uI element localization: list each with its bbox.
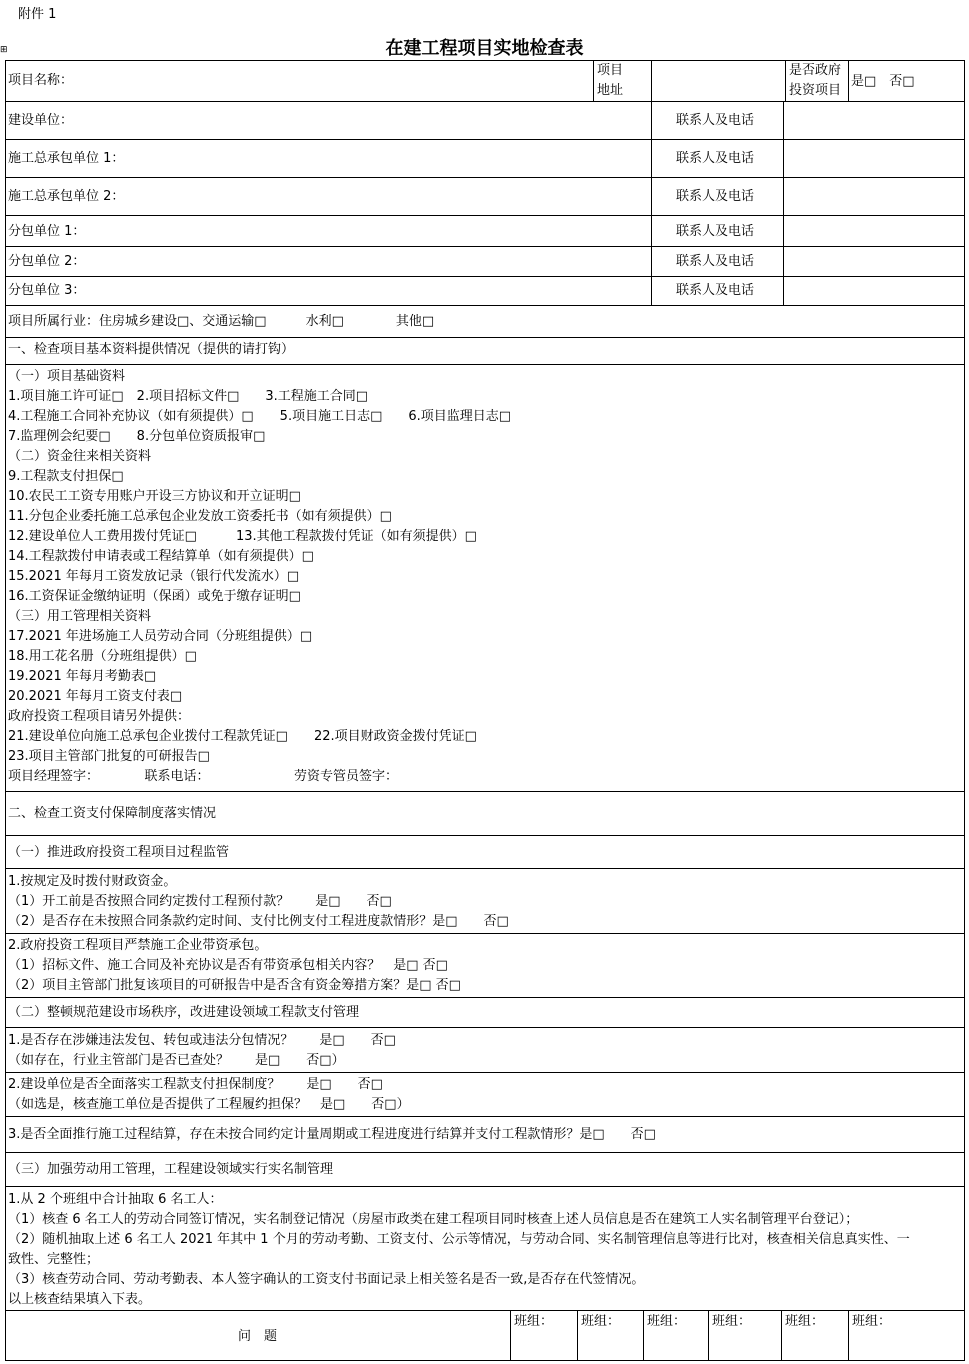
section1-line[interactable]: 1.项目施工许可证□ 2.项目招标文件□ 3.工程施工合同□ (8, 389, 369, 404)
section2-sub2: （二）整顿规范建设市场秩序，改进建设领域工程款支付管理 (8, 1005, 360, 1020)
team-header: 班组： (514, 1314, 554, 1329)
section2-item: 致性、完整性； (8, 1252, 100, 1267)
team-header: 班组： (581, 1314, 621, 1329)
section2-sub1: （一）推进政府投资工程项目过程监管 (8, 845, 230, 860)
section2-item[interactable]: （如选是，核查施工单位是否提供了工程履约担保？ 是□ 否□） (8, 1097, 410, 1112)
contact-label: 联系人及电话 (676, 254, 755, 269)
section1-line[interactable]: 15.2021 年每月工资发放记录（银行代发流水）□ (8, 569, 300, 584)
subcontractor-2-label: 分包单位 2： (8, 254, 86, 269)
signature-row[interactable]: 项目经理签字： 联系电话： 劳资专管员签字： (8, 769, 399, 784)
attachment-label: 附件 1 (18, 7, 57, 22)
page-title: 在建工程项目实地检查表 (385, 38, 584, 59)
section1-line[interactable]: 14.工程款拨付申请表或工程结算单（如有须提供）□ (8, 549, 314, 564)
section2-item: （3）核查劳动合同、劳动考勤表、本人签字确认的工资支付书面记录上相关签名是否一致,是否存在代签情况。 (8, 1272, 645, 1287)
team-header: 班组： (712, 1314, 752, 1329)
gov-invest-label-line1: 是否政府 (789, 63, 842, 78)
contact-label: 联系人及电话 (676, 224, 755, 239)
section1-line: （三）用工管理相关资料 (8, 609, 152, 624)
industry-row[interactable]: 项目所属行业：住房城乡建设□、交通运输□ 水利□ 其他□ (8, 314, 435, 329)
section2-item: 以上核查结果填入下表。 (8, 1292, 152, 1307)
contact-label: 联系人及电话 (676, 283, 755, 298)
section2-item: 2.政府投资工程项目严禁施工企业带资承包。 (8, 938, 268, 953)
contact-label: 联系人及电话 (676, 151, 755, 166)
construction-unit-label: 建设单位： (8, 113, 74, 128)
section1-line[interactable]: 16.工资保证金缴纳证明（保函）或免于缴存证明□ (8, 589, 301, 604)
section1-line: （一）项目基础资料 (8, 369, 126, 384)
section1-line: （二）资金往来相关资料 (8, 449, 152, 464)
section2-item[interactable]: 3.是否全面推行施工过程结算，存在未按合同约定计量周期或工程进度进行结算并支付工程款情形？是□ 否□ (8, 1127, 656, 1142)
section1-line[interactable]: 21.建设单位向施工总承包企业拨付工程款凭证□ 22.项目财政资金拨付凭证□ (8, 729, 477, 744)
section2-item: （1）核查 6 名工人的劳动合同签订情况，实名制登记情况（房屋市政类在建工程项目同时核查上述人员信息是否在建筑工人实名制管理平台登记）； (8, 1212, 859, 1227)
project-name-label: 项目名称： (8, 73, 74, 88)
section1-line[interactable]: 12.建设单位人工费用拨付凭证□ 13.其他工程款拨付凭证（如有须提供）□ (8, 529, 477, 544)
section1-line: 政府投资工程项目请另外提供： (8, 709, 191, 724)
section1-line[interactable]: 11.分包企业委托施工总承包企业发放工资委托书（如有须提供）□ (8, 509, 392, 524)
section1-heading: 一、检查项目基本资料提供情况（提供的请打钩） (8, 342, 295, 357)
section1-line[interactable]: 7.监理例会纪要□ 8.分包单位资质报审□ (8, 429, 266, 444)
section2-sub3: （三）加强劳动用工管理，工程建设领域实行实名制管理 (8, 1162, 334, 1177)
section1-line[interactable]: 10.农民工工资专用账户开设三方协议和开立证明□ (8, 489, 301, 504)
section1-line[interactable]: 20.2021 年每月工资支付表□ (8, 689, 183, 704)
subcontractor-3-label: 分包单位 3： (8, 283, 86, 298)
section1-line[interactable]: 9.工程款支付担保□ (8, 469, 124, 484)
question-header: 问 题 (238, 1329, 278, 1344)
section2-item[interactable]: （1）招标文件、施工合同及补充协议是否有带资承包相关内容？ 是□ 否□ (8, 958, 448, 973)
project-address-label-line2: 地址 (597, 83, 624, 98)
general-contractor-1-label: 施工总承包单位 1： (8, 151, 125, 166)
section1-line[interactable]: 17.2021 年进场施工人员劳动合同（分班组提供）□ (8, 629, 313, 644)
gov-invest-label-line2: 投资项目 (789, 83, 842, 98)
section2-item[interactable]: （1）开工前是否按照合同约定拨付工程预付款？ 是□ 否□ (8, 894, 392, 909)
section2-heading: 二、检查工资支付保障制度落实情况 (8, 806, 217, 821)
team-header: 班组： (785, 1314, 825, 1329)
section2-item[interactable]: （2）项目主管部门批复该项目的可研报告中是否含有资金筹措方案？是□ 否□ (8, 978, 461, 993)
section1-line[interactable]: 4.工程施工合同补充协议（如有须提供）□ 5.项目施工日志□ 6.项目监理日志□ (8, 409, 512, 424)
section2-item[interactable]: （如存在，行业主管部门是否已查处？ 是□ 否□） (8, 1053, 345, 1068)
section2-item: （2）随机抽取上述 6 名工人 2021 年其中 1 个月的劳动考勤、工资支付、公示等情况，与劳动合同、实名制管理信息等进行比对，核查相关信息真实性、一 (8, 1232, 910, 1247)
subcontractor-1-label: 分包单位 1： (8, 224, 86, 239)
contact-label: 联系人及电话 (676, 113, 755, 128)
contact-label: 联系人及电话 (676, 189, 755, 204)
section2-item[interactable]: （2）是否存在未按照合同条款约定时间、支付比例支付工程进度款情形？是□ 否□ (8, 914, 509, 929)
section1-line[interactable]: 23.项目主管部门批复的可研报告□ (8, 749, 210, 764)
section1-line[interactable]: 19.2021 年每月考勤表□ (8, 669, 157, 684)
section2-item[interactable]: 2.建设单位是否全面落实工程款支付担保制度？ 是□ 否□ (8, 1077, 383, 1092)
general-contractor-2-label: 施工总承包单位 2： (8, 189, 125, 204)
section1-line[interactable]: 18.用工花名册（分班组提供）□ (8, 649, 197, 664)
team-header: 班组： (647, 1314, 687, 1329)
gov-invest-yes-no[interactable]: 是□ 否□ (851, 74, 915, 89)
section2-item: 1.按规定及时拨付财政资金。 (8, 874, 177, 889)
section2-item[interactable]: 1.是否存在涉嫌违法发包、转包或违法分包情况？ 是□ 否□ (8, 1033, 396, 1048)
table-anchor-icon: ⊞ (0, 45, 8, 55)
team-header: 班组： (852, 1314, 892, 1329)
project-address-label-line1: 项目 (597, 63, 624, 78)
section2-item: 1.从 2 个班组中合计抽取 6 名工人： (8, 1192, 223, 1207)
